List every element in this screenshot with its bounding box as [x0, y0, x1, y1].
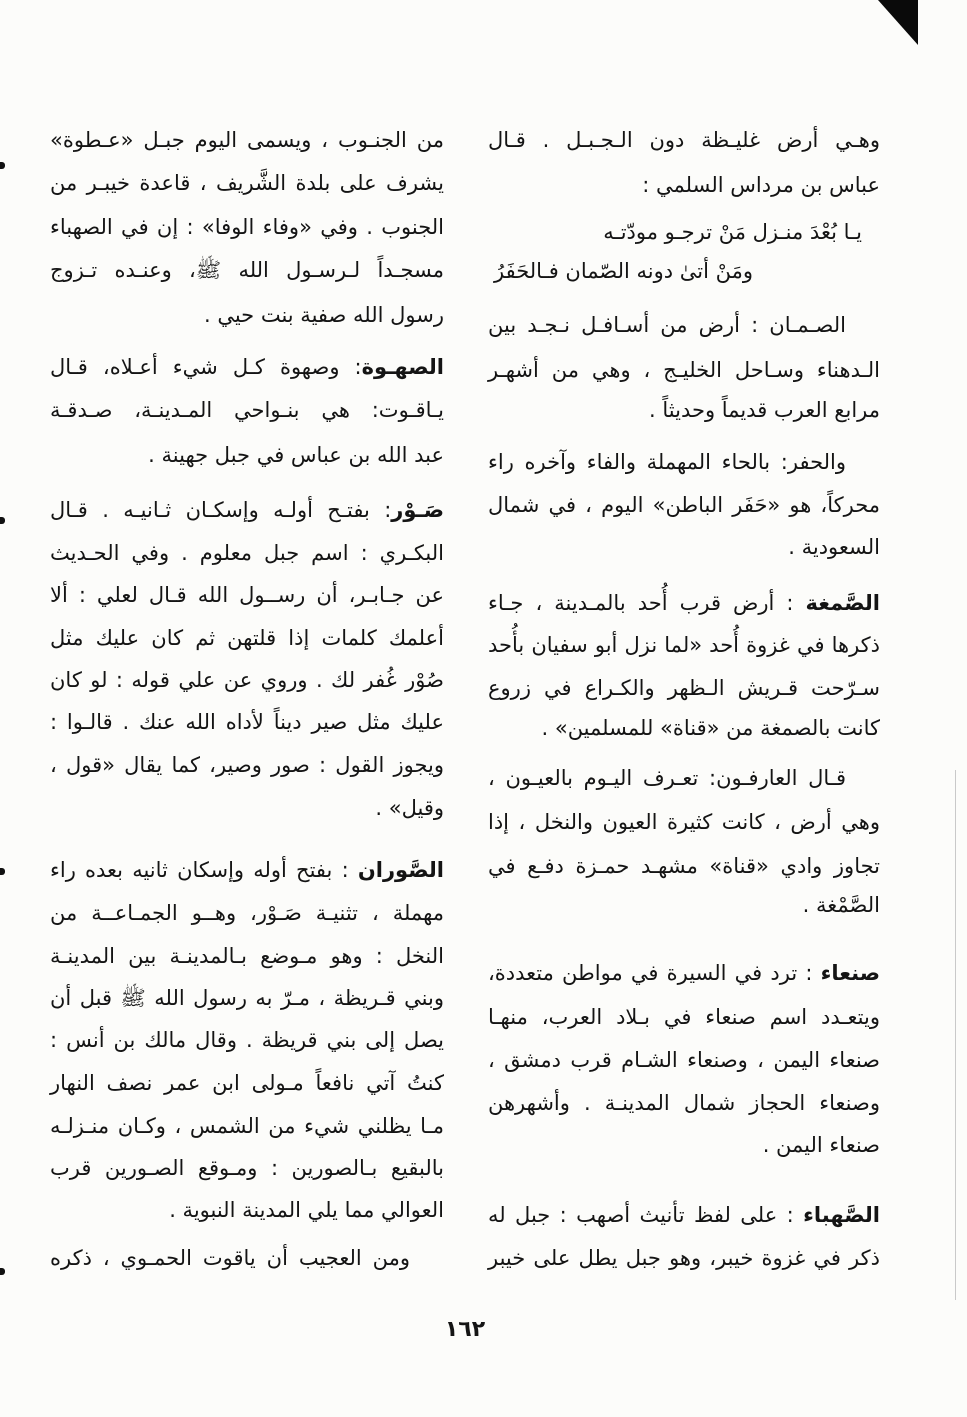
right-column — [488, 0, 880, 1417]
text-line: صنعاء اليمن ، وصنعاء الشـام قرب دمشق ، — [488, 1048, 880, 1072]
text-line: سـرّحت قـريش الـظهر والكـراع في زروع — [488, 676, 880, 700]
text-line: ومن العجيب أن ياقوت الحمـوي ، ذكره — [50, 1246, 410, 1270]
text-line: الصَّمْغة . — [802, 893, 880, 917]
entry-headword: صنعاء — [820, 961, 880, 985]
text-line: العوالي مما يلي المدينة النبوية . — [169, 1198, 444, 1222]
margin-mark — [0, 1268, 5, 1275]
line-text: : وصهوة كـل شيء أعـلاه، قـال — [50, 355, 362, 379]
text-line: تجاوز وادي «قناة» مشهـد حمـزة دفـع في — [488, 854, 880, 878]
entry-line — [50, 345, 444, 389]
text-line: ذكرها في غزوة أُحد «لما نزل أبو سفيان بأُحد — [488, 633, 880, 657]
entry-headword: صَـوْر — [391, 498, 444, 522]
text-line: ويتعـدد اسم صنعاء في بـلاد العرب، منهـا — [488, 1005, 880, 1029]
text-line: ذكر في غزوة خيبر، وهو جبل يطل على خيبر — [488, 1246, 880, 1270]
line-text: : بفتـح أولـه وإسكـان ثـانيـه . قـال — [50, 498, 392, 522]
text-line: والحفر: بالحاء المهملة والفاء وآخره راء — [488, 450, 846, 474]
entry-headword: الصهـوة — [361, 355, 444, 379]
text-line: بالبقيع بـالصورين : ومـوقع الصـورين قرب — [50, 1156, 444, 1180]
text-line: البكـري : اسم جبل معلوم . وفي الحـديث — [50, 541, 444, 565]
entry-line — [50, 848, 444, 892]
text-line: النخل : وهو مـوضع بـالمدينـة بين المدينـة — [50, 944, 444, 968]
text-line: يشرف على بلدة الشَّريف ، قاعدة خيبـر من — [50, 171, 444, 195]
line-text: : بفتح أوله وإسكان ثانيه بعده راء — [50, 858, 358, 882]
verse-line: يـا بُعْدَ منـزل مَنْ ترجـو مودّتـه — [603, 220, 862, 244]
text-line: الـدهناء وسـاحل الخليـج ، وهي من أشهـر — [488, 358, 880, 382]
text-line: ويجوز القول : صور وصير، كما يقال «قول ، — [50, 753, 444, 777]
scan-edge-line — [955, 770, 956, 1300]
text-line: رسول الله صفية بنت حيي . — [203, 303, 444, 327]
page-number: ١٦٢ — [444, 1317, 486, 1342]
margin-mark — [0, 868, 5, 875]
text-line: يصل إلى بني قريظة . وقال مالك بن أنس : — [50, 1028, 444, 1052]
line-text: : على لفظ تأنيث أصهب : جبل له — [488, 1203, 804, 1227]
verse-line: ومَنْ أتىٰ دونه الصّمان فـالحَفَرُ — [494, 259, 754, 283]
text-line: كنتُ آتي نافعاً مـولى ابن عمر نصف النهار — [50, 1071, 444, 1095]
left-column — [50, 0, 444, 1417]
text-line: صُوْر غُفر لك . وروي عن علي قوله : لو كان — [50, 668, 444, 692]
text-line: محركاً، هو «حَفَر الباطن» اليوم ، في شمال — [488, 493, 880, 517]
text-line: مسجـداً لـرسـول الله ﷺ، وعنـده تـزوج — [50, 258, 444, 282]
text-line: وصنعاء الحجاز شمال المدينـة . وأشهرهن — [488, 1091, 880, 1115]
entry-headword: الصَّوران — [357, 858, 444, 882]
text-line: الجنوب . وفي «وفاء الوفا» : إن في الصهباء — [50, 215, 444, 239]
text-line: كانت بالصمغة من «قناة» للمسلمين» . — [541, 716, 880, 740]
margin-mark — [0, 162, 5, 169]
text-line: السعودية . — [788, 535, 880, 559]
line-text: : أرض قرب أُحد بالمـدينة ، جـاء — [488, 591, 806, 615]
entry-line — [50, 488, 444, 532]
text-line: مهملة ، تثنيـة صَـوْر، وهــو الجمـاعــة من — [50, 901, 444, 925]
entry-headword: الصَّمغة — [805, 591, 880, 615]
text-line: عن جـابـر، أن رســول الله قـال لعلي : ألا — [50, 583, 444, 607]
text-line: عباس بن مرداس السلمي : — [642, 173, 880, 197]
entry-headword: الصَّهباء — [803, 1203, 880, 1227]
line-text: : ترد في السيرة في مواطن متعددة، — [488, 961, 821, 985]
entry-line — [488, 581, 880, 625]
margin-mark — [0, 517, 5, 524]
entry-line — [488, 1193, 880, 1237]
text-line: مرابع العرب قديماً وحديثاً . — [649, 398, 880, 422]
text-line: من الجنـوب ، ويسمى اليوم جبـل «عـطوة» — [50, 128, 444, 152]
text-line: يـاقـوت: هي بنـواحي المـدينـة، صـدقـة — [50, 398, 444, 422]
text-line: وهي أرض ، كانت كثيرة العيون والنخل ، إذا — [488, 810, 880, 834]
text-line: قـال العارفـون: تعـرف اليـوم بالعيـون ، — [488, 766, 846, 790]
text-line: وبني قـريظة ، مـرّ به رسول الله ﷺ قبل أن — [50, 986, 444, 1010]
entry-line — [488, 951, 880, 995]
text-line: مـا يظلني شيء من الشمس ، وكـان منـزلـه — [50, 1114, 444, 1138]
text-line: وهـي أرض غليـظة دون الـجـبـل . قـال — [488, 128, 880, 152]
text-line: الصـمـان : أرض من أسـافـل نـجـد بين — [488, 313, 846, 337]
text-line: أعلمك كلمات إذا قلتهن ثم كان عليك مثل — [50, 626, 444, 650]
text-line: عبد الله بن عباس في جبل جهينة . — [148, 443, 444, 467]
text-line: وقيل» . — [375, 796, 444, 820]
text-line: عليك مثل صير ديناً لأداه الله عنك . قالـوا : — [50, 710, 444, 734]
text-line: صنعاء اليمن . — [762, 1133, 880, 1157]
